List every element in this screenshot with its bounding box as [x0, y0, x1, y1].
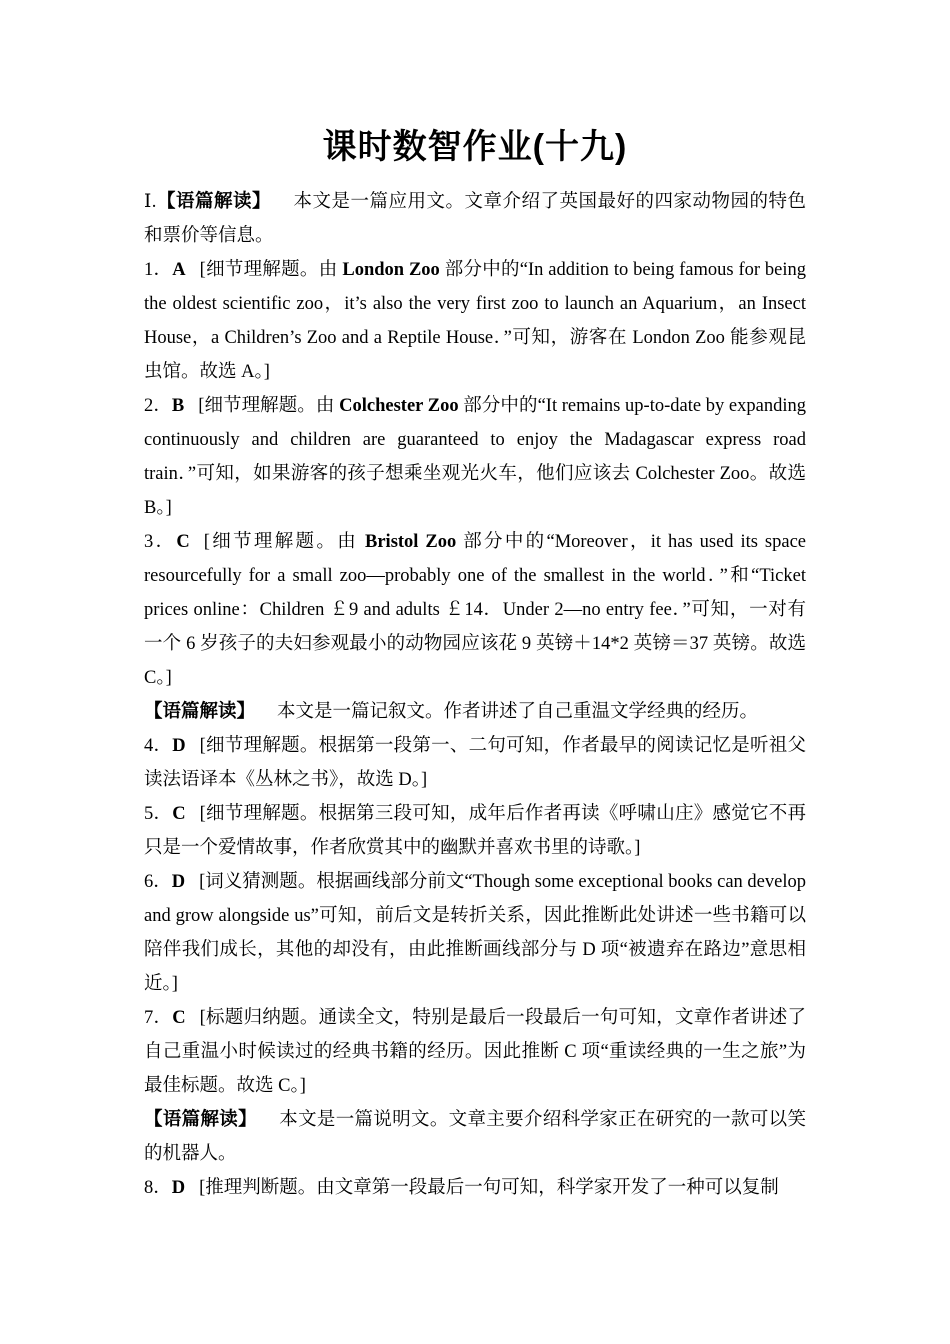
answer-text: [词义猜测题。根据画线部分前文“Though some exceptional books can develop and grow alongside us”可知，前后文是转折关系，因此推断此处讲述一些书籍可以陪伴我们成长，其他的却没有，由此推断画线部分与 D 项“被遗弃在路边”意思相近。]	[144, 872, 806, 994]
answer-text: [细节理解题。根据第一段第一、二句可知，作者最早的阅读记忆是听祖父读法语译本《丛林之书》，故选 D。]	[144, 736, 806, 790]
answer-number: 1．	[144, 260, 173, 280]
answer-letter: D	[172, 736, 186, 756]
passage-intro-2	[144, 695, 806, 729]
answer-text: [细节理解题。由	[203, 532, 359, 552]
answer-text: 部分中的“Moreover，it has used its space resourcefully for a small zoo—probably one of the smallest in the world．”和“Ticket prices online：Children ￡9 and adults ￡14．Under 2—no entry fee．”可知，一对有一个 6 岁孩子的夫妇参观最小的动物园应该花 9 英镑＋14*2 英镑＝37 英镑。故选 C。]	[144, 532, 806, 688]
answer-item	[144, 1171, 806, 1205]
answer-number: 7．	[144, 1008, 173, 1028]
answer-item	[144, 389, 806, 525]
passage-summary: 本文是一篇记叙文。作者讲述了自己重温文学经典的经历。	[277, 702, 759, 722]
answer-number: 5．	[144, 804, 173, 824]
page-title: 课时数智作业(十九)	[322, 128, 628, 166]
answer-text: 部分中的“In addition to being famous for being the oldest scientific zoo，it’s also the very first zoo to launch an Aquarium，an Insect House，a Children’s Zoo and a Reptile House．”可知，游客在 London Zoo 能参观昆虫馆。故选 A。]	[144, 260, 807, 382]
answer-item	[144, 1001, 806, 1103]
answer-letter: C	[176, 532, 190, 552]
answer-item	[144, 253, 806, 389]
answer-number: 6．	[144, 872, 172, 892]
answer-letter: D	[171, 872, 186, 892]
answer-item	[144, 797, 806, 865]
answer-number: 2．	[144, 396, 172, 416]
answer-text: [推理判断题。由文章第一段最后一句可知，科学家开发了一种可以复制	[199, 1178, 779, 1198]
passage-tag: 【语篇解读】	[144, 702, 256, 722]
answer-number: 3．	[144, 532, 177, 552]
answer-bold-term: Colchester Zoo	[339, 396, 459, 416]
answer-bold-term: London Zoo	[342, 260, 440, 280]
passage-intro-1	[144, 185, 806, 253]
passage-tag: 【语篇解读】	[144, 1110, 257, 1130]
answer-item	[144, 865, 806, 1001]
passage-tag: 【语篇解读】	[156, 192, 271, 212]
answer-letter: A	[172, 260, 186, 280]
answer-letter: C	[172, 1008, 186, 1028]
passage-intro-3	[144, 1103, 806, 1171]
answer-letter: B	[171, 396, 185, 416]
answer-text: [细节理解题。由	[199, 260, 338, 280]
answer-text: [细节理解题。根据第三段可知，成年后作者再读《呼啸山庄》感觉它不再只是一个爱情故事，作者欣赏其中的幽默并喜欢书里的诗歌。]	[144, 804, 806, 858]
answer-number: 4．	[144, 736, 173, 756]
answer-number: 8．	[144, 1178, 172, 1198]
answer-bold-term: Bristol Zoo	[365, 532, 457, 552]
passage-summary: 本文是一篇说明文。文章主要介绍科学家正在研究的一款可以笑的机器人。	[144, 1110, 806, 1164]
answer-text: [标题归纳题。通读全文，特别是最后一段最后一句可知，文章作者讲述了自己重温小时候读过的经典书籍的经历。因此推断 C 项“重读经典的一生之旅”为最佳标题。故选 C。]	[144, 1008, 806, 1096]
answer-letter: C	[172, 804, 186, 824]
passage-summary: 本文是一篇应用文。文章介绍了英国最好的四家动物园的特色和票价等信息。	[144, 192, 806, 246]
answer-text: 部分中的“It remains up-to-date by expanding continuously and children are guaranteed to enjoy the Madagascar express road train．”可知，如果游客的孩子想乘坐观光火车，他们应该去 Colchester Zoo。故选 B。]	[144, 396, 806, 518]
answer-letter: D	[171, 1178, 186, 1198]
answer-item	[144, 525, 806, 695]
section-number: Ⅰ.	[144, 192, 157, 212]
document-body	[144, 185, 806, 1205]
answer-text: [细节理解题。由	[198, 396, 335, 416]
answer-item	[144, 729, 806, 797]
